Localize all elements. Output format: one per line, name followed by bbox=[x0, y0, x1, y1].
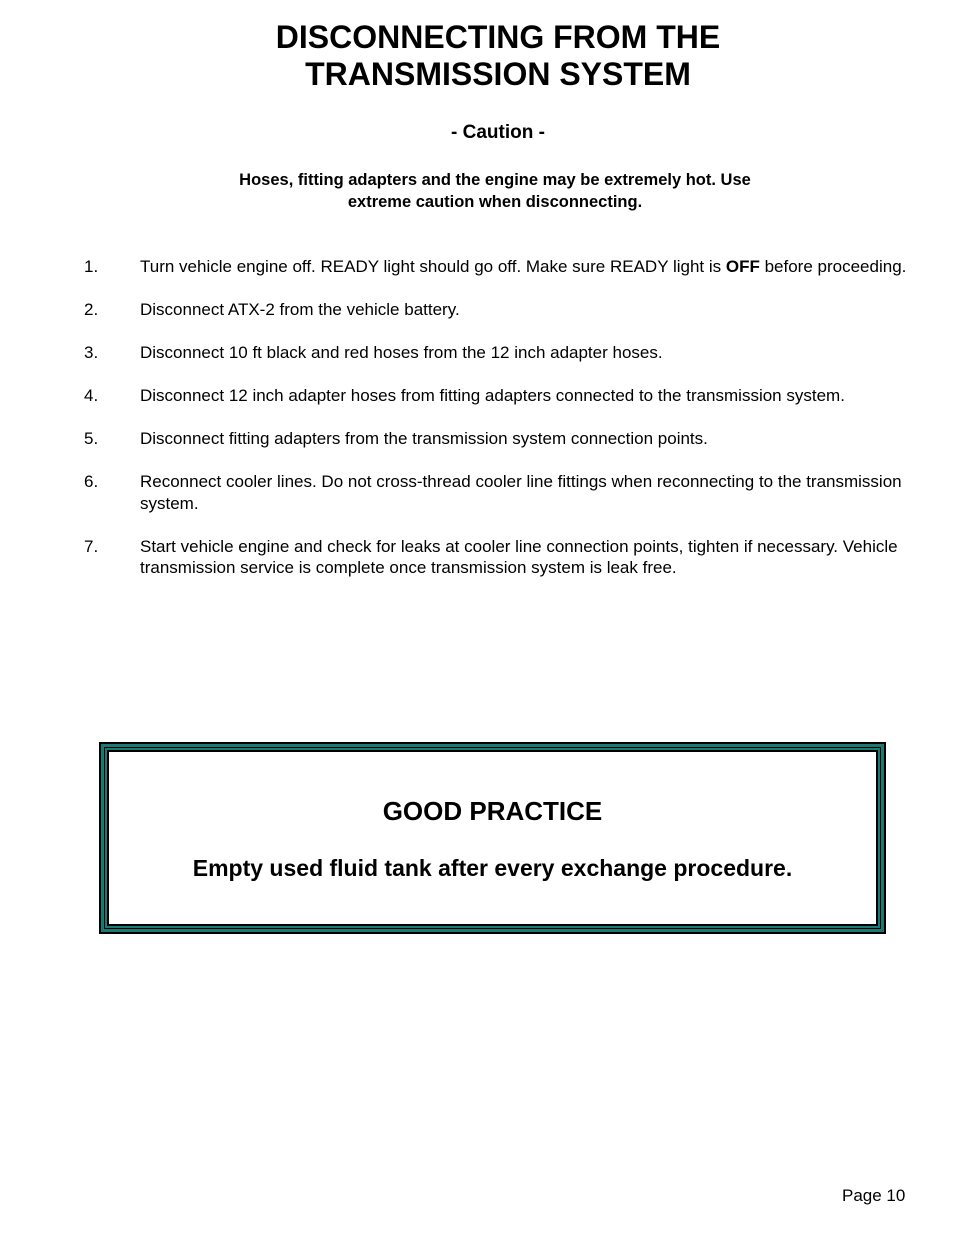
step-1 bbox=[84, 256, 916, 278]
good-practice-box bbox=[99, 742, 886, 934]
good-practice-text: Empty used fluid tank after every exchange procedure. bbox=[192, 855, 793, 881]
step-5 bbox=[84, 428, 916, 450]
step-6 bbox=[84, 471, 916, 514]
caution-warning-line-1: Hoses, fitting adapters and the engine may be extremely hot. Use bbox=[239, 171, 751, 189]
step-number: 4. bbox=[84, 386, 99, 405]
good-practice-panel bbox=[107, 750, 878, 926]
step-text: Start vehicle engine and check for leaks at cooler line connection points, tighten if necessary. Vehicle transmission service is complete once transmission system is leak free. bbox=[140, 536, 898, 577]
step-number: 7. bbox=[84, 536, 99, 556]
procedure-steps bbox=[84, 256, 916, 600]
page-title-line-1: DISCONNECTING FROM THE bbox=[275, 19, 721, 55]
step-text-part: before proceeding. bbox=[759, 257, 907, 276]
step-3 bbox=[84, 342, 916, 364]
step-text: Disconnect 10 ft black and red hoses from the 12 inch adapter hoses. bbox=[140, 343, 663, 362]
step-4 bbox=[84, 385, 916, 407]
step-text-emphasis: OFF bbox=[725, 257, 760, 276]
step-2 bbox=[84, 299, 916, 321]
page-title bbox=[0, 19, 954, 93]
caution-warning-line-2: extreme caution when disconnecting. bbox=[347, 193, 643, 211]
page-title-line-2: TRANSMISSION SYSTEM bbox=[305, 56, 691, 92]
step-number: 2. bbox=[84, 300, 99, 319]
caution-heading: - Caution - bbox=[451, 122, 545, 143]
step-text: Disconnect 12 inch adapter hoses from fitting adapters connected to the transmission system. bbox=[140, 386, 845, 405]
step-text bbox=[140, 256, 916, 278]
step-number: 5. bbox=[84, 429, 99, 448]
step-number: 3. bbox=[84, 343, 99, 362]
step-number: 6. bbox=[84, 472, 99, 491]
caution-warning bbox=[0, 169, 954, 213]
step-text-part: Turn vehicle engine off. READY light should go off. Make sure READY light is bbox=[140, 257, 726, 276]
step-text: Reconnect cooler lines. Do not cross-thread cooler line fittings when reconnecting to the transmission system. bbox=[140, 472, 902, 513]
step-number: 1. bbox=[84, 257, 99, 276]
page-number: Page 10 bbox=[842, 1186, 906, 1205]
step-text: Disconnect ATX-2 from the vehicle battery. bbox=[140, 300, 460, 319]
step-text: Disconnect fitting adapters from the transmission system connection points. bbox=[140, 429, 708, 448]
step-7 bbox=[84, 536, 916, 579]
good-practice-title: GOOD PRACTICE bbox=[382, 796, 603, 826]
